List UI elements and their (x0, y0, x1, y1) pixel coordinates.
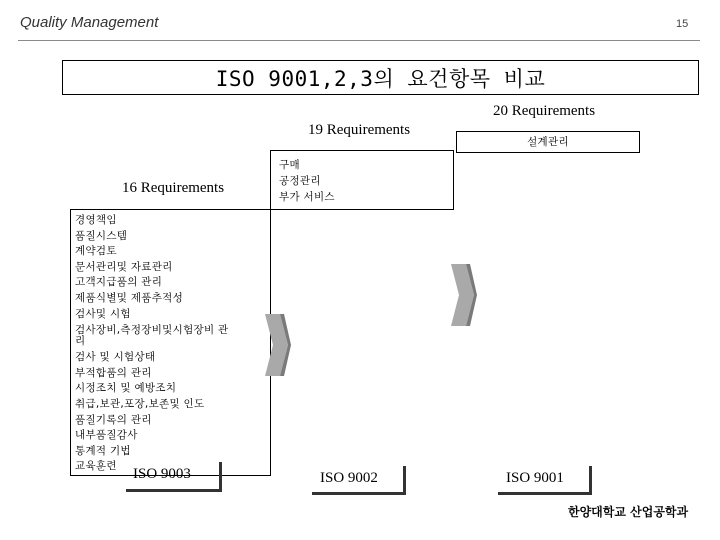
iso9002-item: 부가 서비스 (279, 191, 335, 203)
iso9003-item: 경영책임 (75, 214, 117, 226)
iso9003-item: 품질시스템 (75, 229, 128, 242)
footer-department: 한양대학교 산업공학과 (568, 505, 689, 519)
iso9003-item: 내부품질감사 (75, 429, 138, 442)
iso9003-item: 교육훈련 (75, 460, 117, 473)
iso9001-extra-items-box (456, 131, 640, 153)
iso9003-item: 문서관리및 자료관리 (75, 260, 173, 273)
iso9003-label: ISO 9003 (133, 466, 191, 482)
iso9001-item: 설계관리 (527, 136, 569, 148)
iso9002-bracket (312, 466, 406, 495)
iso9003-item: 리 (75, 335, 86, 348)
iso9001-label: ISO 9001 (506, 470, 564, 486)
slide-title-box (62, 60, 699, 95)
iso9003-item: 고객지급품의 관리 (75, 276, 163, 289)
iso9003-item: 시정조치 및 예방조치 (75, 382, 177, 395)
iso9001-bracket (498, 466, 592, 495)
iso9002-item: 구매 (279, 159, 300, 171)
iso9002-item: 공정관리 (279, 175, 321, 187)
iso9003-item: 통계적 기법 (75, 444, 131, 457)
iso9003-item: 검사및 시험 (75, 307, 131, 320)
iso9003-item: 제품식별및 제품추적성 (75, 291, 184, 304)
iso9001-requirements-label: 20 Requirements (493, 103, 596, 119)
page-number: 15 (676, 18, 689, 30)
iso9003-item: 계약검토 (75, 245, 117, 258)
header-divider (18, 40, 700, 41)
iso9002-extra-items-box (270, 150, 454, 210)
chevron-arrow-icon (262, 312, 292, 378)
iso9002-label: ISO 9002 (320, 470, 378, 486)
iso9003-requirements-label: 16 Requirements (122, 180, 225, 196)
iso9003-item: 부적합품의 관리 (75, 366, 152, 379)
iso9002-requirements-label: 19 Requirements (308, 122, 411, 138)
iso9003-item: 취급,보관,포장,보존및 인도 (75, 397, 205, 410)
header-title: Quality Management (20, 14, 159, 31)
slide-title: ISO 9001,2,3의 요건항목 비교 (215, 66, 546, 91)
iso9003-item: 검사 및 시험상태 (75, 351, 156, 364)
iso9003-bracket (126, 462, 222, 492)
iso9003-item: 검사장비,측정장비및시험장비 관 (75, 324, 229, 337)
iso9003-items-box (70, 209, 271, 476)
chevron-arrow-icon (448, 262, 478, 328)
iso9003-item: 품질기록의 관리 (75, 413, 152, 426)
